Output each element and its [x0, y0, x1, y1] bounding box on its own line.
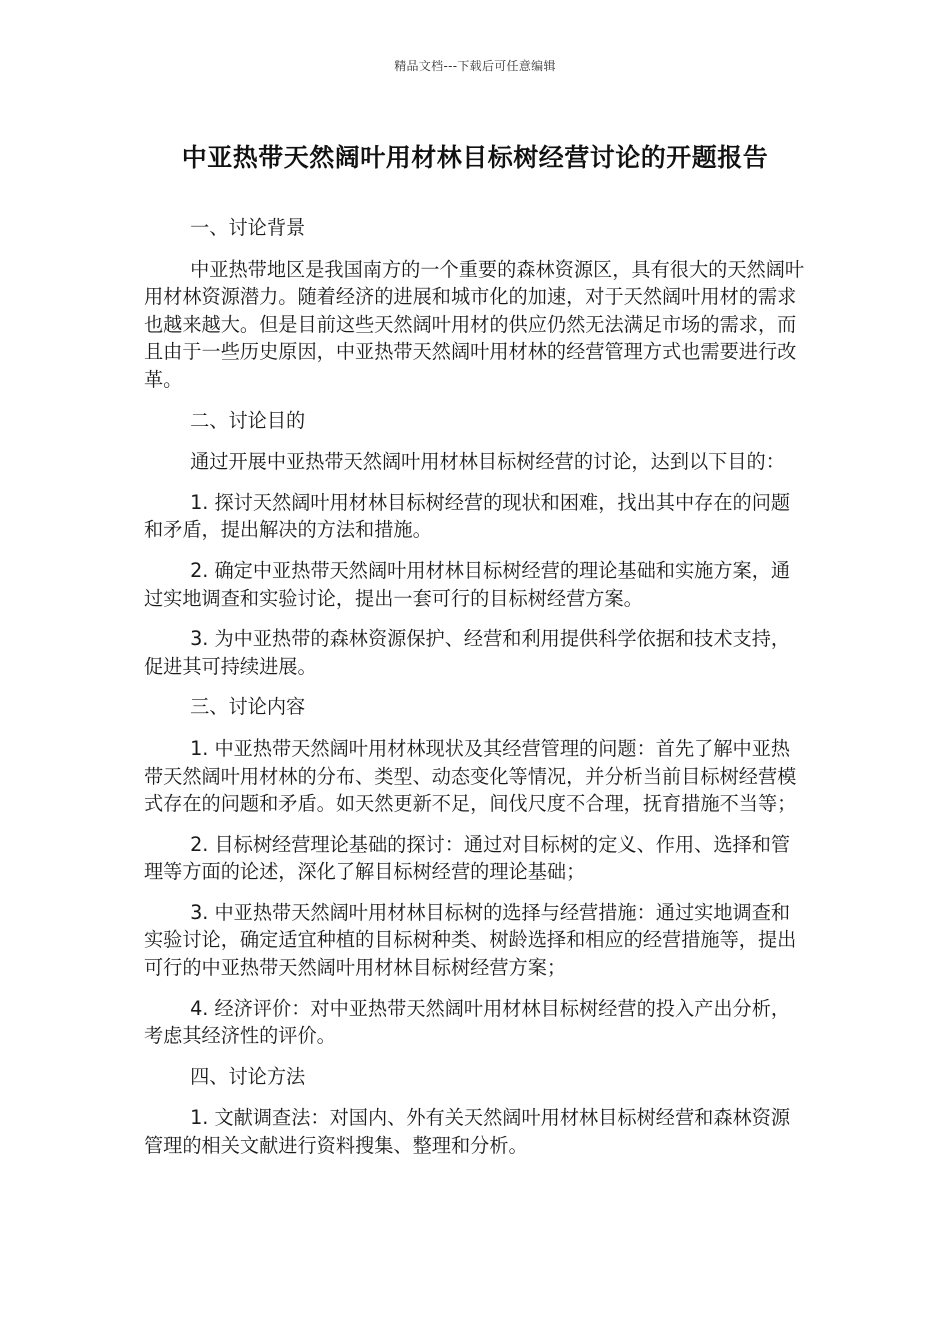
paragraph-methods-item-1: 1. 文献调查法：对国内、外有关天然阔叶用材林目标树经营和森林资源管理的相关文献进行资料搜集、整理和分析。 — [144, 1106, 791, 1158]
document-body — [144, 214, 806, 1173]
paragraph-content-item-3: 3. 中亚热带天然阔叶用材林目标树的选择与经营措施：通过实地调查和实验讨论，确定适宜种植的目标树种类、树龄选择和相应的经营措施等，提出可行的中亚热带天然阔叶用材林目标树经营方案； — [144, 900, 797, 980]
section-heading-purpose: 二、讨论目的 — [190, 408, 306, 432]
paragraph-content-item-4: 4. 经济评价：对中亚热带天然阔叶用材林目标树经营的投入产出分析，考虑其经济性的评价。 — [144, 996, 791, 1048]
document-title: 中亚热带天然阔叶用材林目标树经营讨论的开题报告 — [181, 143, 769, 172]
section-heading-content: 三、讨论内容 — [190, 695, 306, 719]
paragraph-content-item-1: 1. 中亚热带天然阔叶用材林现状及其经营管理的问题：首先了解中亚热带天然阔叶用材林的分布、类型、动态变化等情况，并分析当前目标树经营模式存在的问题和矛盾。如天然更新不足，间伐尺度不合理，抚育措施不当等； — [144, 736, 797, 816]
section-heading-methods: 四、讨论方法 — [190, 1064, 306, 1088]
paragraph-purpose-item-1: 1. 探讨天然阔叶用材林目标树经营的现状和困难，找出其中存在的问题和矛盾，提出解决的方法和措施。 — [144, 490, 791, 542]
header-note: 精品文档---下载后可任意编辑 — [394, 59, 556, 73]
paragraph-purpose-item-2: 2. 确定中亚热带天然阔叶用材林目标树经营的理论基础和实施方案，通过实地调查和实验讨论，提出一套可行的目标树经营方案。 — [144, 558, 791, 610]
paragraph-purpose-intro: 通过开展中亚热带天然阔叶用材林目标树经营的讨论，达到以下目的： — [190, 450, 785, 474]
paragraph-purpose-item-3: 3. 为中亚热带的森林资源保护、经营和利用提供科学依据和技术支持，促进其可持续进展。 — [144, 627, 791, 678]
paragraph-background: 中亚热带地区是我国南方的一个重要的森林资源区，具有很大的天然阔叶用材林资源潜力。随着经济的进展和城市化的加速，对于天然阔叶用材的需求也越来越大。但是目前这些天然阔叶用材的供应仍然无法满足市场的需求，而且由于一些历史原因，中亚热带天然阔叶用材林的经营管理方式也需要进行改革。 — [144, 257, 805, 391]
section-heading-background: 一、讨论背景 — [190, 216, 306, 239]
paragraph-content-item-2: 2. 目标树经营理论基础的探讨：通过对目标树的定义、作用、选择和管理等方面的论述，深化了解目标树经营的理论基础； — [144, 832, 791, 884]
